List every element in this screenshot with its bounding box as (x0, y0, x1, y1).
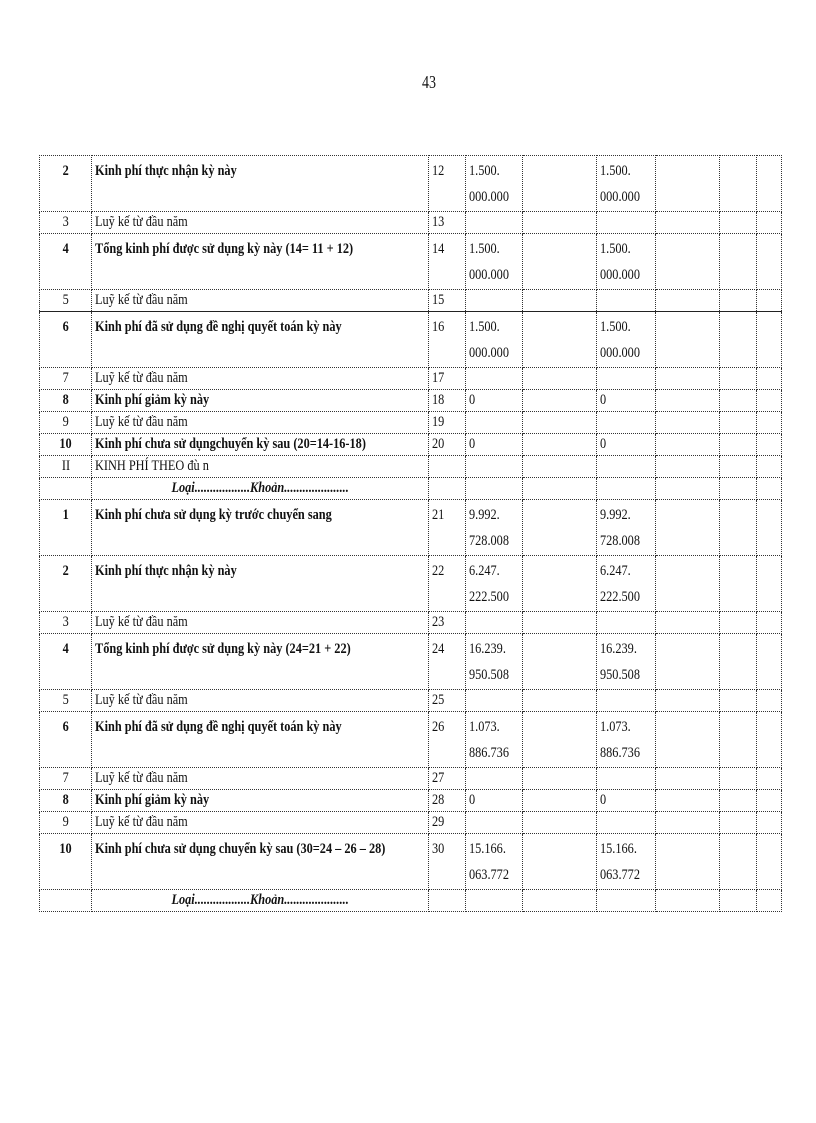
table-row (40, 234, 782, 290)
section-row (40, 456, 782, 478)
label-cell: Luỹ kế từ đầu năm (92, 368, 429, 390)
stt-cell: 1 (40, 500, 92, 556)
table-row (40, 612, 782, 634)
label-cell: Luỹ kế từ đầu năm (92, 212, 429, 234)
stt-cell: 3 (40, 612, 92, 634)
amount-cell: 0 (466, 790, 523, 812)
table-row (40, 634, 782, 690)
code-cell: 21 (429, 500, 466, 556)
amount-cell: 1.073. 886.736 (466, 712, 523, 768)
amount-cell: 16.239. 950.508 (466, 634, 523, 690)
section-label: KINH PHÍ THEO đù n (92, 456, 429, 478)
table-row (40, 212, 782, 234)
stt-cell: 2 (40, 156, 92, 212)
table-row (40, 834, 782, 890)
label-cell: Luỹ kế từ đầu năm (92, 812, 429, 834)
table-row (40, 312, 782, 368)
code-cell: 13 (429, 212, 466, 234)
amount-cell: 1.500. 000.000 (466, 312, 523, 368)
amount-cell: 1.500. 000.000 (466, 234, 523, 290)
label-cell: Luỹ kế từ đầu năm (92, 612, 429, 634)
amount-cell: 1.073. 886.736 (597, 712, 656, 768)
stt-cell: 6 (40, 312, 92, 368)
amount-cell: 0 (597, 434, 656, 456)
amount-cell: 0 (466, 434, 523, 456)
stt-cell: 5 (40, 690, 92, 712)
stt-cell: 5 (40, 290, 92, 312)
code-cell: 20 (429, 434, 466, 456)
amount-cell: 9.992. 728.008 (597, 500, 656, 556)
amount-cell: 1.500. 000.000 (597, 312, 656, 368)
stt-cell: 10 (40, 434, 92, 456)
amount-cell: 15.166. 063.772 (466, 834, 523, 890)
stt-cell: 7 (40, 368, 92, 390)
stt-cell: 2 (40, 556, 92, 612)
label-cell: Kinh phí chưa sử dụngchuyển kỳ sau (20=14-16-18) (92, 434, 429, 456)
amount-cell-empty (656, 156, 720, 212)
amount-cell: 6.247. 222.500 (597, 556, 656, 612)
stt-cell: 4 (40, 634, 92, 690)
table-row (40, 768, 782, 790)
code-cell: 16 (429, 312, 466, 368)
code-cell: 15 (429, 290, 466, 312)
amount-cell: 0 (597, 790, 656, 812)
label-cell: Tổng kinh phí được sử dụng kỳ này (24=21 + 22) (92, 634, 429, 690)
stt-cell: 8 (40, 790, 92, 812)
stt-cell: 9 (40, 412, 92, 434)
code-cell: 18 (429, 390, 466, 412)
amount-cell-empty (523, 156, 597, 212)
amount-cell: 1.500. 000.000 (597, 234, 656, 290)
label-cell: Kinh phí giảm kỳ này (92, 790, 429, 812)
loai-khoan-row (40, 890, 782, 912)
stt-cell: 4 (40, 234, 92, 290)
code-cell: 23 (429, 612, 466, 634)
stt-cell: 6 (40, 712, 92, 768)
table-row (40, 690, 782, 712)
amount-cell: 9.992. 728.008 (466, 500, 523, 556)
amount-cell: 1.500. 000.000 (466, 156, 523, 212)
stt-cell: 3 (40, 212, 92, 234)
label-cell: Kinh phí chưa sử dụng kỳ trước chuyển sang (92, 500, 429, 556)
label-cell: Kinh phí đã sử dụng đề nghị quyết toán kỳ này (92, 712, 429, 768)
code-cell: 12 (429, 156, 466, 212)
label-cell: Luỹ kế từ đầu năm (92, 768, 429, 790)
stt-cell: 8 (40, 390, 92, 412)
label-cell: Kinh phí chưa sử dụng chuyển kỳ sau (30=24 – 26 – 28) (92, 834, 429, 890)
label-cell: Luỹ kế từ đầu năm (92, 412, 429, 434)
code-cell: 19 (429, 412, 466, 434)
amount-cell: 16.239. 950.508 (597, 634, 656, 690)
loai-khoan-label: Loại..................Khoản..................... (92, 890, 429, 912)
table-row (40, 390, 782, 412)
table-row (40, 290, 782, 312)
amount-cell-empty (720, 156, 757, 212)
code-cell: 27 (429, 768, 466, 790)
table-row (40, 812, 782, 834)
code-cell: 28 (429, 790, 466, 812)
loai-khoan-row (40, 478, 782, 500)
code-cell: 14 (429, 234, 466, 290)
budget-report-table (39, 155, 782, 912)
label-cell: Kinh phí giảm kỳ này (92, 390, 429, 412)
code-cell: 29 (429, 812, 466, 834)
code-cell: 25 (429, 690, 466, 712)
table-row (40, 712, 782, 768)
amount-cell: 0 (466, 390, 523, 412)
table-row (40, 500, 782, 556)
label-cell: Kinh phí thực nhận kỳ này (92, 556, 429, 612)
amount-cell: 1.500. 000.000 (597, 156, 656, 212)
code-cell: 30 (429, 834, 466, 890)
label-cell: Luỹ kế từ đầu năm (92, 690, 429, 712)
label-cell: Kinh phí thực nhận kỳ này (92, 156, 429, 212)
loai-khoan-label: Loại..................Khoản..................... (92, 478, 429, 500)
table-row (40, 368, 782, 390)
code-cell: 24 (429, 634, 466, 690)
code-cell: 17 (429, 368, 466, 390)
page-number: 43 (421, 72, 437, 92)
amount-cell: 15.166. 063.772 (597, 834, 656, 890)
code-cell: 26 (429, 712, 466, 768)
label-cell: Tổng kinh phí được sử dụng kỳ này (14= 11 + 12) (92, 234, 429, 290)
stt-cell: 7 (40, 768, 92, 790)
stt-cell: II (40, 456, 92, 478)
table-row (40, 434, 782, 456)
table-row (40, 156, 782, 212)
table-row (40, 412, 782, 434)
stt-cell: 9 (40, 812, 92, 834)
amount-cell-empty (757, 156, 782, 212)
label-cell: Kinh phí đã sử dụng đề nghị quyết toán kỳ này (92, 312, 429, 368)
amount-cell: 0 (597, 390, 656, 412)
stt-cell: 10 (40, 834, 92, 890)
label-cell: Luỹ kế từ đầu năm (92, 290, 429, 312)
table-row (40, 556, 782, 612)
code-cell: 22 (429, 556, 466, 612)
amount-cell: 6.247. 222.500 (466, 556, 523, 612)
table-row (40, 790, 782, 812)
